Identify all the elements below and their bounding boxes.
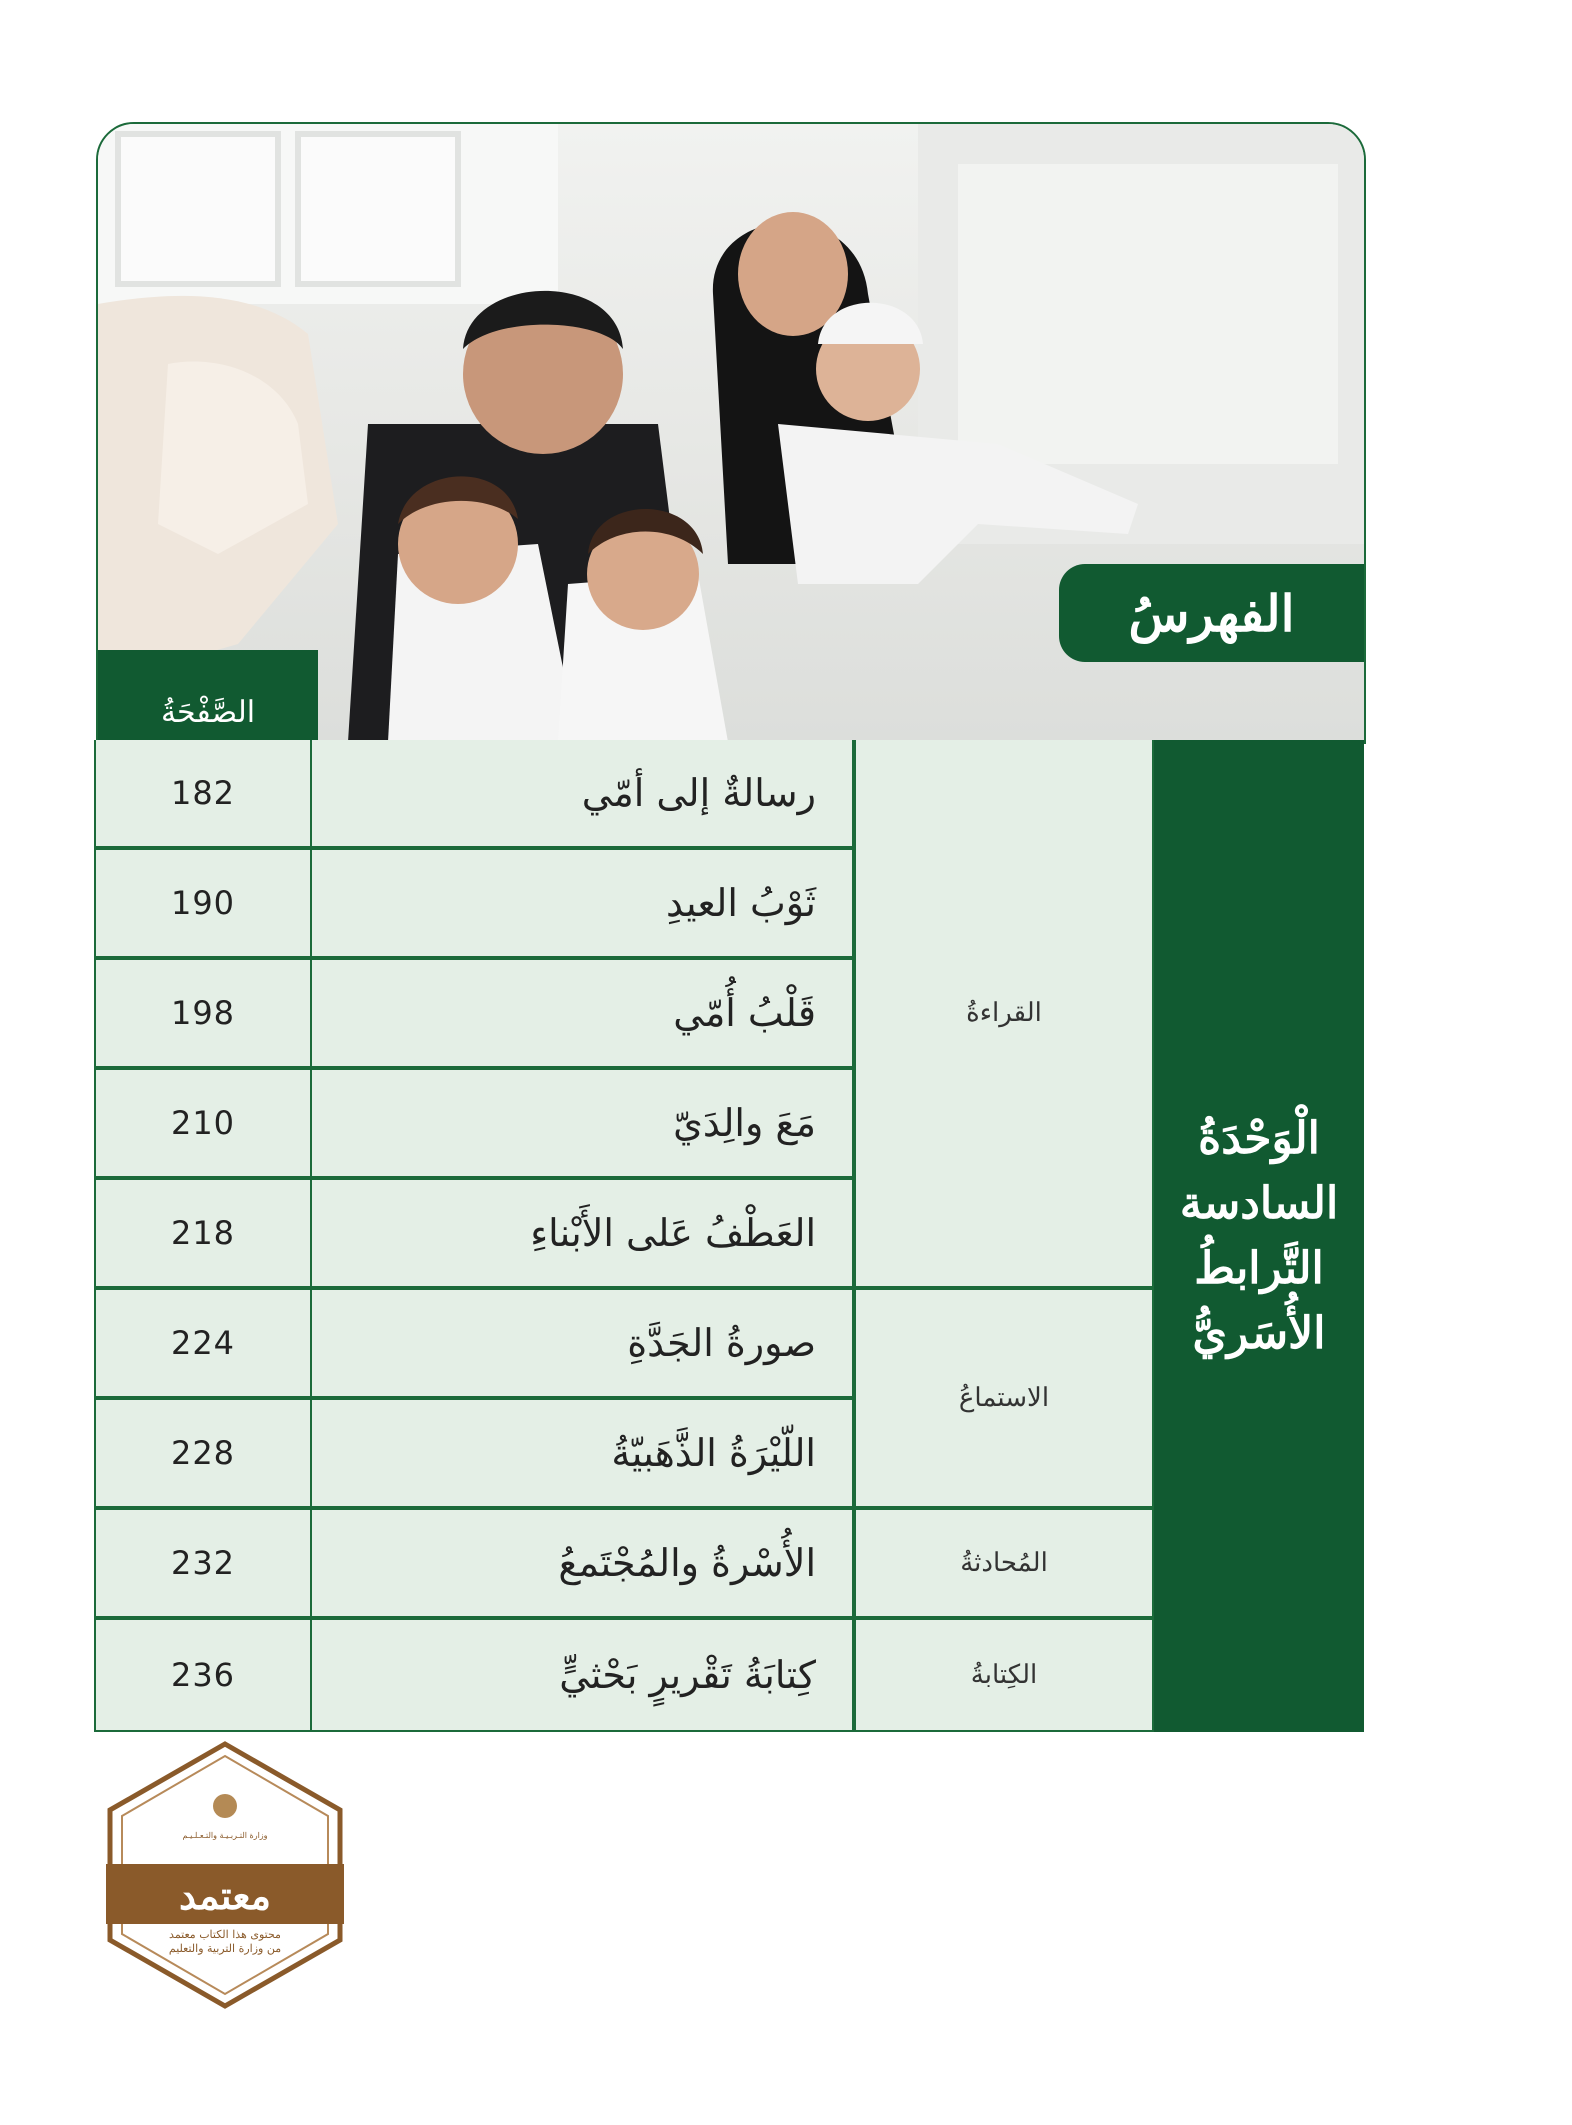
page-number: 224 bbox=[96, 1290, 310, 1396]
page-column-header: الصَّفْحَةُ bbox=[98, 650, 318, 742]
lesson-title: اللّيْرَةُ الذَّهَبيّةُ bbox=[312, 1400, 852, 1506]
unit-line: التَّرابطُ bbox=[1194, 1243, 1324, 1294]
page-number: 218 bbox=[96, 1180, 310, 1286]
page-number: 210 bbox=[96, 1070, 310, 1176]
lesson-title: رسالةٌ إلى أمّي bbox=[312, 740, 852, 846]
unit-line: الْوَحْدَةُ bbox=[1198, 1113, 1320, 1164]
lesson-title: ثَوْبُ العيدِ bbox=[312, 850, 852, 956]
stamp-caption-line: من وزارة التربية والتعليم bbox=[168, 1942, 282, 1955]
page-number: 228 bbox=[96, 1400, 310, 1506]
lesson-title: مَعَ والِدَيّ bbox=[312, 1070, 852, 1176]
section-writing: الكِتابةُ bbox=[856, 1620, 1152, 1730]
section-speaking: المُحادثةُ bbox=[856, 1510, 1152, 1616]
lesson-title: العَطْفُ عَلى الأَبْناءِ bbox=[312, 1180, 852, 1286]
emblem-icon bbox=[213, 1794, 237, 1818]
lesson-title: صورةُ الجَدَّةِ bbox=[312, 1290, 852, 1396]
page-number: 190 bbox=[96, 850, 310, 956]
stamp-word: معتمد bbox=[178, 1872, 272, 1918]
lesson-title: قَلْبُ أُمّي bbox=[312, 960, 852, 1066]
unit-line: الأُسَريُّ bbox=[1192, 1308, 1326, 1359]
section-listening: الاستماعُ bbox=[856, 1290, 1152, 1506]
stamp-ministry: وزارة التـربـيـة والتـعـلـيـم bbox=[182, 1831, 268, 1840]
toc-table bbox=[94, 740, 1364, 1732]
stamp-caption-line: محتوى هذا الكتاب معتمد bbox=[169, 1928, 281, 1941]
page-number: 198 bbox=[96, 960, 310, 1066]
family-photo bbox=[96, 122, 1366, 744]
section-reading: القراءةُ bbox=[856, 740, 1152, 1286]
toc-grid bbox=[94, 740, 1154, 1732]
page-number: 182 bbox=[96, 740, 310, 846]
page-number: 232 bbox=[96, 1510, 310, 1616]
stamp-caption bbox=[130, 1928, 320, 1956]
lesson-title: الأُسْرةُ والمُجْتَمعُ bbox=[312, 1510, 852, 1616]
page-number: 236 bbox=[96, 1620, 310, 1730]
unit-title bbox=[1154, 740, 1364, 1732]
index-title: الفهرسُ bbox=[1059, 564, 1364, 662]
unit-line: السادسة bbox=[1179, 1178, 1339, 1229]
lesson-title: كِتابَةُ تَقْريرٍ بَحْثيٍّ bbox=[312, 1620, 852, 1730]
